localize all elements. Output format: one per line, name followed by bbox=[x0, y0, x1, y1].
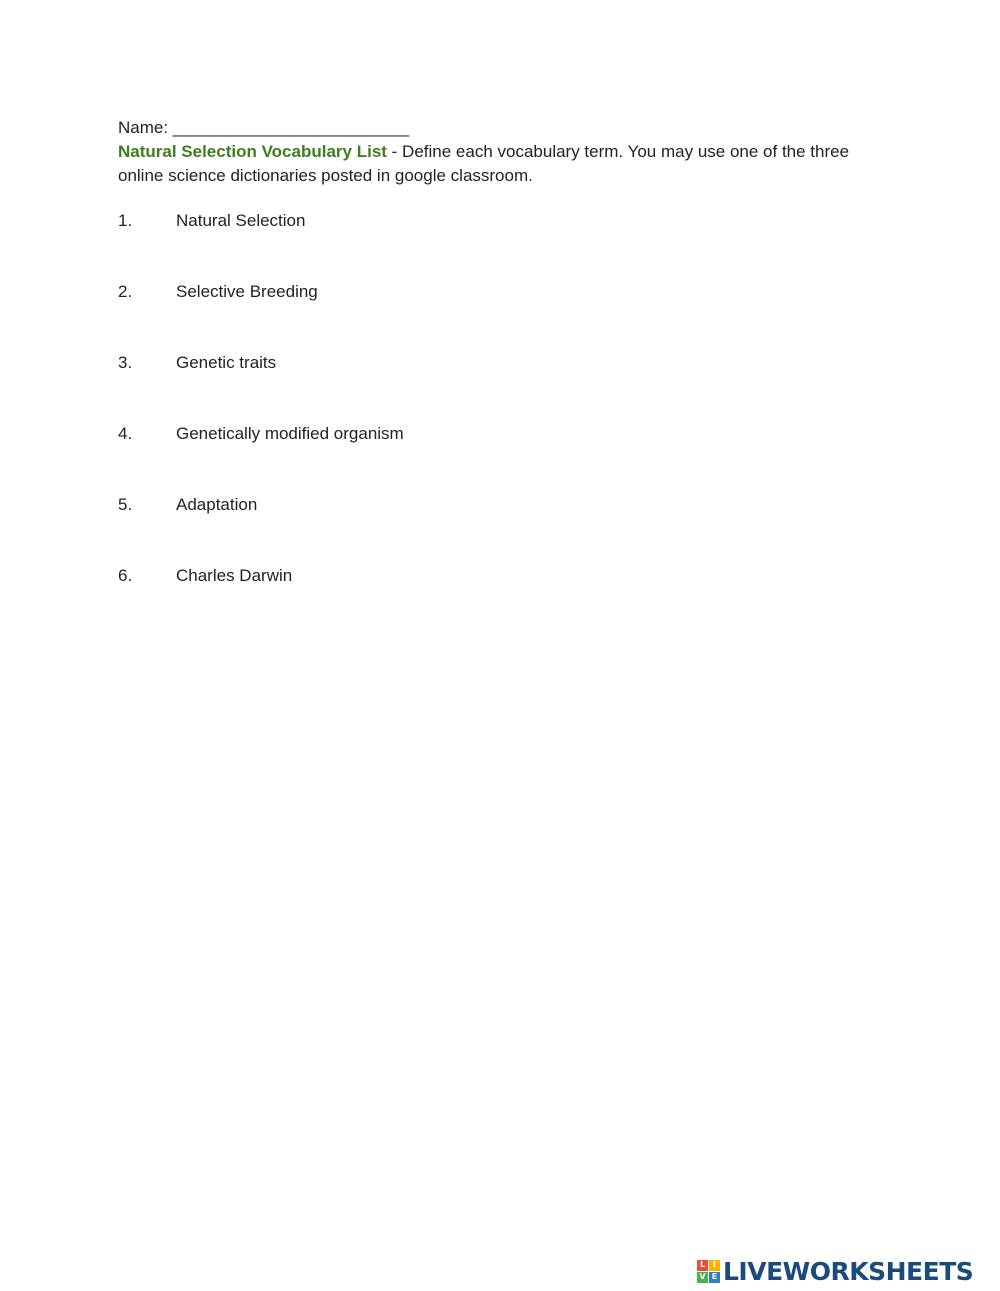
logo-block-i: I bbox=[709, 1260, 720, 1271]
item-number: 5. bbox=[118, 495, 133, 514]
vocab-term: Genetic traits bbox=[176, 353, 277, 372]
vocab-term: Adaptation bbox=[176, 495, 258, 514]
logo-blocks-icon bbox=[697, 1260, 720, 1283]
list-item bbox=[118, 493, 404, 564]
instructions-text: - Define each vocabulary term. You may use one of the three online science dictionaries posted in google classroom. bbox=[118, 142, 850, 185]
item-number: 3. bbox=[118, 353, 133, 372]
item-number: 4. bbox=[118, 424, 133, 443]
vocabulary-list bbox=[118, 209, 404, 635]
list-item bbox=[118, 209, 404, 280]
vocab-term: Natural Selection bbox=[176, 211, 306, 230]
logo-block-l: L bbox=[697, 1260, 708, 1271]
list-item bbox=[118, 351, 404, 422]
worksheet-header bbox=[118, 116, 878, 188]
list-item bbox=[118, 422, 404, 493]
logo-block-v: V bbox=[697, 1272, 708, 1283]
list-item bbox=[118, 564, 404, 635]
vocab-term: Charles Darwin bbox=[176, 566, 293, 585]
list-item bbox=[118, 280, 404, 351]
item-number: 6. bbox=[118, 566, 133, 585]
logo-block-e: E bbox=[709, 1272, 720, 1283]
worksheet-title: Natural Selection Vocabulary List bbox=[118, 142, 387, 161]
vocab-term: Selective Breeding bbox=[176, 282, 318, 301]
name-line: Name: _________________________ bbox=[118, 118, 410, 137]
vocab-term: Genetically modified organism bbox=[176, 424, 404, 443]
instructions-paragraph bbox=[118, 140, 878, 188]
item-number: 2. bbox=[118, 282, 133, 301]
liveworksheets-logo bbox=[697, 1257, 973, 1285]
item-number: 1. bbox=[118, 211, 133, 230]
logo-text: LIVEWORKSHEETS bbox=[723, 1256, 974, 1286]
